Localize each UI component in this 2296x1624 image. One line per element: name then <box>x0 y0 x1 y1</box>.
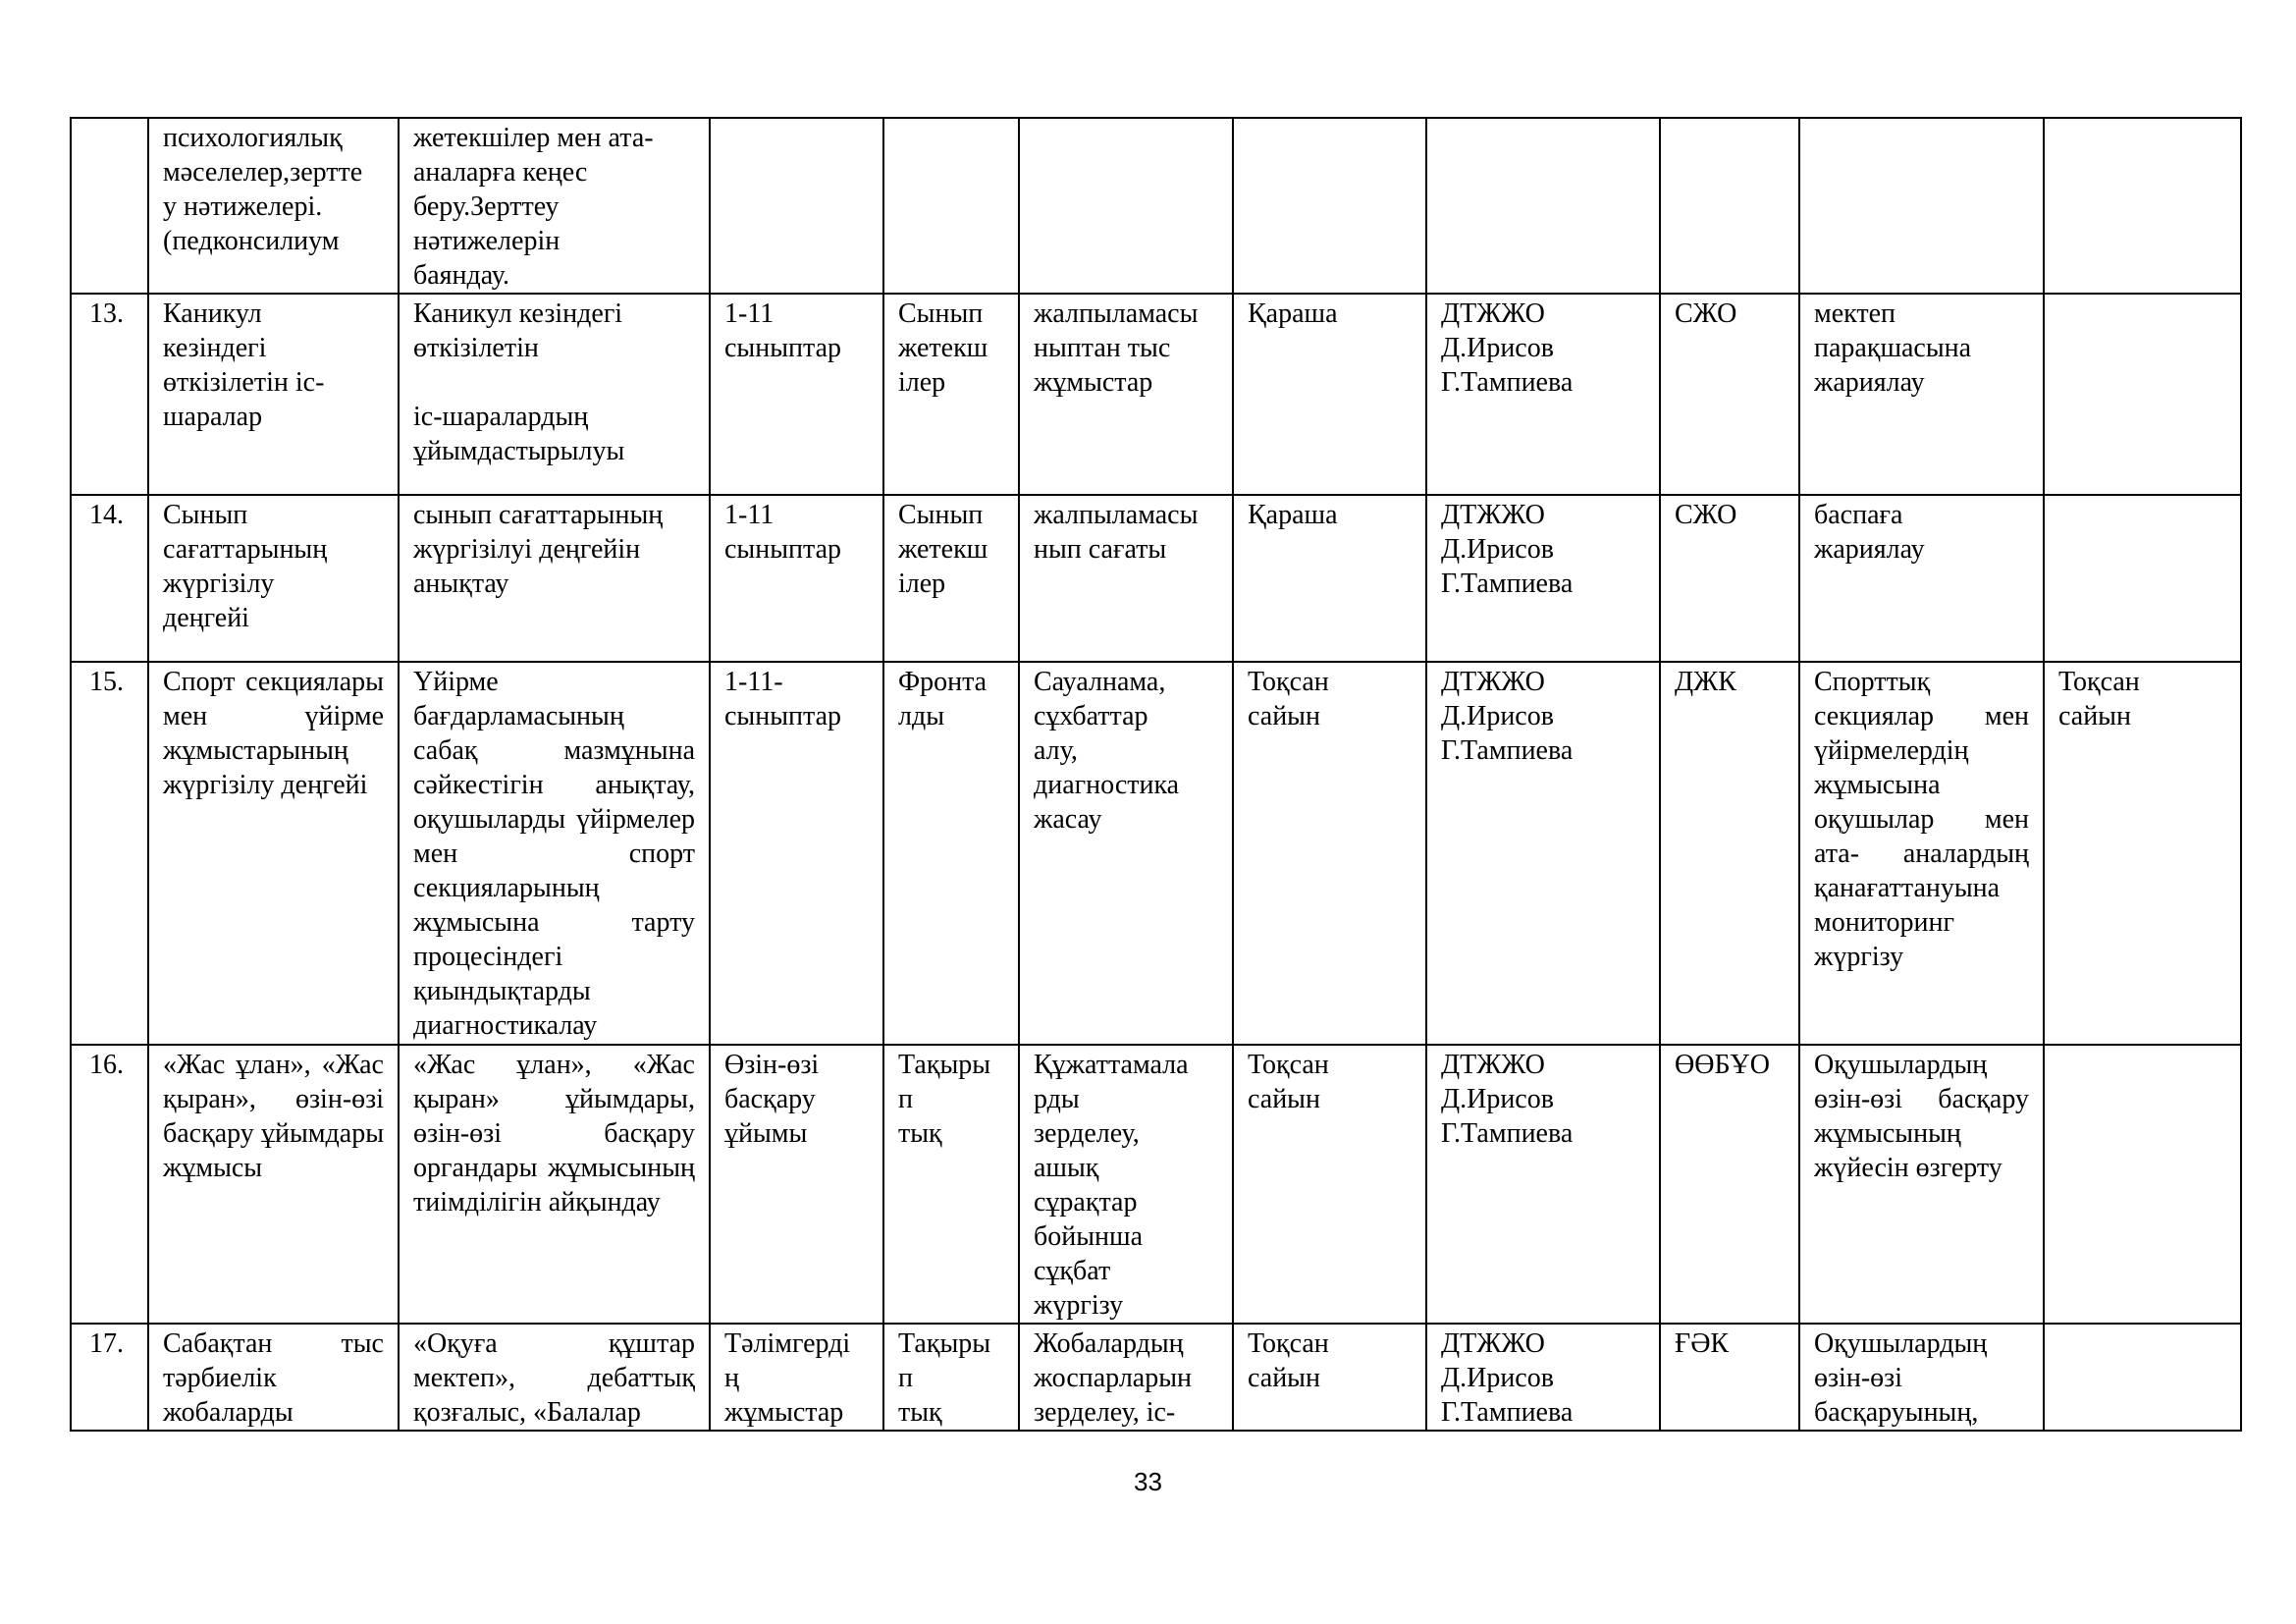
object-cell: 1-11- сыныптар <box>710 662 883 1045</box>
place-cell: СЖО <box>1660 294 1799 495</box>
method-cell: жалпыламасы нып сағаты <box>1019 495 1233 662</box>
responsible-cell: ДТЖЖО Д.Ирисов Г.Тампиева <box>1426 495 1660 662</box>
deadline-cell: Тоқсан сайын <box>1233 1324 1426 1431</box>
responsible-cell: ДТЖЖО Д.Ирисов Г.Тампиева <box>1426 662 1660 1045</box>
table-row <box>71 662 2241 1045</box>
repeat-cell <box>2044 118 2241 294</box>
kind-cell: Тақыры п тық <box>883 1324 1019 1431</box>
object-cell: 1-11 сыныптар <box>710 294 883 495</box>
place-cell: СЖО <box>1660 495 1799 662</box>
repeat-cell <box>2044 1324 2241 1431</box>
repeat-cell <box>2044 495 2241 662</box>
kind-cell: Тақыры п тық <box>883 1045 1019 1324</box>
method-cell: Құжаттамала рды зерделеу, ашық сұрақтар бойынша сұқбат жүргізу <box>1019 1045 1233 1324</box>
deadline-cell: Тоқсан сайын <box>1233 662 1426 1045</box>
goal-cell: Каникул кезіндегі өткізілетін іс-шаралардың ұйымдастырылуы <box>399 294 710 495</box>
row-number: 13. <box>71 294 148 495</box>
plan-table <box>70 117 2242 1432</box>
object-cell: Өзін-өзі басқару ұйымы <box>710 1045 883 1324</box>
responsible-cell <box>1426 118 1660 294</box>
place-cell: ӨӨБҰО <box>1660 1045 1799 1324</box>
table-row <box>71 495 2241 662</box>
table-row <box>71 118 2241 294</box>
page-number: 33 <box>1134 1467 1162 1496</box>
table-row <box>71 1324 2241 1431</box>
deadline-cell: Тоқсан сайын <box>1233 1045 1426 1324</box>
result-cell: Оқушылардың өзін-өзі басқару жұмысының жүйесін өзгерту <box>1799 1045 2044 1324</box>
method-cell: Сауалнама, сұхбаттар алу, диагностика жасау <box>1019 662 1233 1045</box>
repeat-cell <box>2044 294 2241 495</box>
deadline-cell: Қараша <box>1233 495 1426 662</box>
object-cell: Тәлімгерді ң жұмыстар <box>710 1324 883 1431</box>
method-cell: Жобалардың жоспарларын зерделеу, іс- <box>1019 1324 1233 1431</box>
table-row <box>71 1045 2241 1324</box>
result-cell: баспаға жариялау <box>1799 495 2044 662</box>
method-cell: жалпыламасы ныптан тыс жұмыстар <box>1019 294 1233 495</box>
deadline-cell: Қараша <box>1233 294 1426 495</box>
event-cell: Каникул кезіндегі өткізілетін іс- шаралар <box>148 294 399 495</box>
kind-cell <box>883 118 1019 294</box>
place-cell <box>1660 118 1799 294</box>
table-row <box>71 294 2241 495</box>
event-cell: психологиялық мәселелер,зертте у нәтижелері. (педконсилиум <box>148 118 399 294</box>
event-cell: Сабақтан тыс тәрбиелік жобаларды <box>148 1324 399 1431</box>
event-cell: Сынып сағаттарының жүргізілу деңгейі <box>148 495 399 662</box>
row-number: 15. <box>71 662 148 1045</box>
goal-cell: жетекшілер мен ата- аналарға кеңес беру.Зерттеу нәтижелерін баяндау. <box>399 118 710 294</box>
responsible-cell: ДТЖЖО Д.Ирисов Г.Тампиева <box>1426 294 1660 495</box>
responsible-cell: ДТЖЖО Д.Ирисов Г.Тампиева <box>1426 1045 1660 1324</box>
goal-cell: «Оқуға құштар мектеп», дебаттық қозғалыс, «Балалар <box>399 1324 710 1431</box>
repeat-cell: Тоқсан сайын <box>2044 662 2241 1045</box>
event-cell: Спорт секциялары мен үйірме жұмыстарының жүргізілу деңгейі <box>148 662 399 1045</box>
result-cell: мектеп парақшасына жариялау <box>1799 294 2044 495</box>
kind-cell: Сынып жетекш ілер <box>883 495 1019 662</box>
result-cell: Спорттық секциялар мен үйірмелердің жұмысына оқушылар мен ата- аналардың қанағаттануына мониторинг жүргізу <box>1799 662 2044 1045</box>
place-cell: ҒӘК <box>1660 1324 1799 1431</box>
method-cell <box>1019 118 1233 294</box>
kind-cell: Сынып жетекш ілер <box>883 294 1019 495</box>
repeat-cell <box>2044 1045 2241 1324</box>
object-cell <box>710 118 883 294</box>
goal-cell: «Жас ұлан», «Жас қыран» ұйымдары, өзін-өзі басқару органдары жұмысының тиімділігін айқындау <box>399 1045 710 1324</box>
event-cell: «Жас ұлан», «Жас қыран», өзін-өзі басқару ұйымдары жұмысы <box>148 1045 399 1324</box>
goal-cell: сынып сағаттарының жүргізілуі деңгейін анықтау <box>399 495 710 662</box>
row-number: 17. <box>71 1324 148 1431</box>
row-number <box>71 118 148 294</box>
row-number: 14. <box>71 495 148 662</box>
row-number: 16. <box>71 1045 148 1324</box>
object-cell: 1-11 сыныптар <box>710 495 883 662</box>
result-cell <box>1799 118 2044 294</box>
place-cell: ДЖК <box>1660 662 1799 1045</box>
result-cell: Оқушылардың өзін-өзі басқаруының, <box>1799 1324 2044 1431</box>
deadline-cell <box>1233 118 1426 294</box>
responsible-cell: ДТЖЖО Д.Ирисов Г.Тампиева <box>1426 1324 1660 1431</box>
kind-cell: Фронта лды <box>883 662 1019 1045</box>
goal-cell: Үйірме бағдарламасының сабақ мазмұнына сәйкестігін анықтау, оқушыларды үйірмелер мен спорт секцияларының жұмысына тарту процесіндегі қиындықтарды диагностикалау <box>399 662 710 1045</box>
